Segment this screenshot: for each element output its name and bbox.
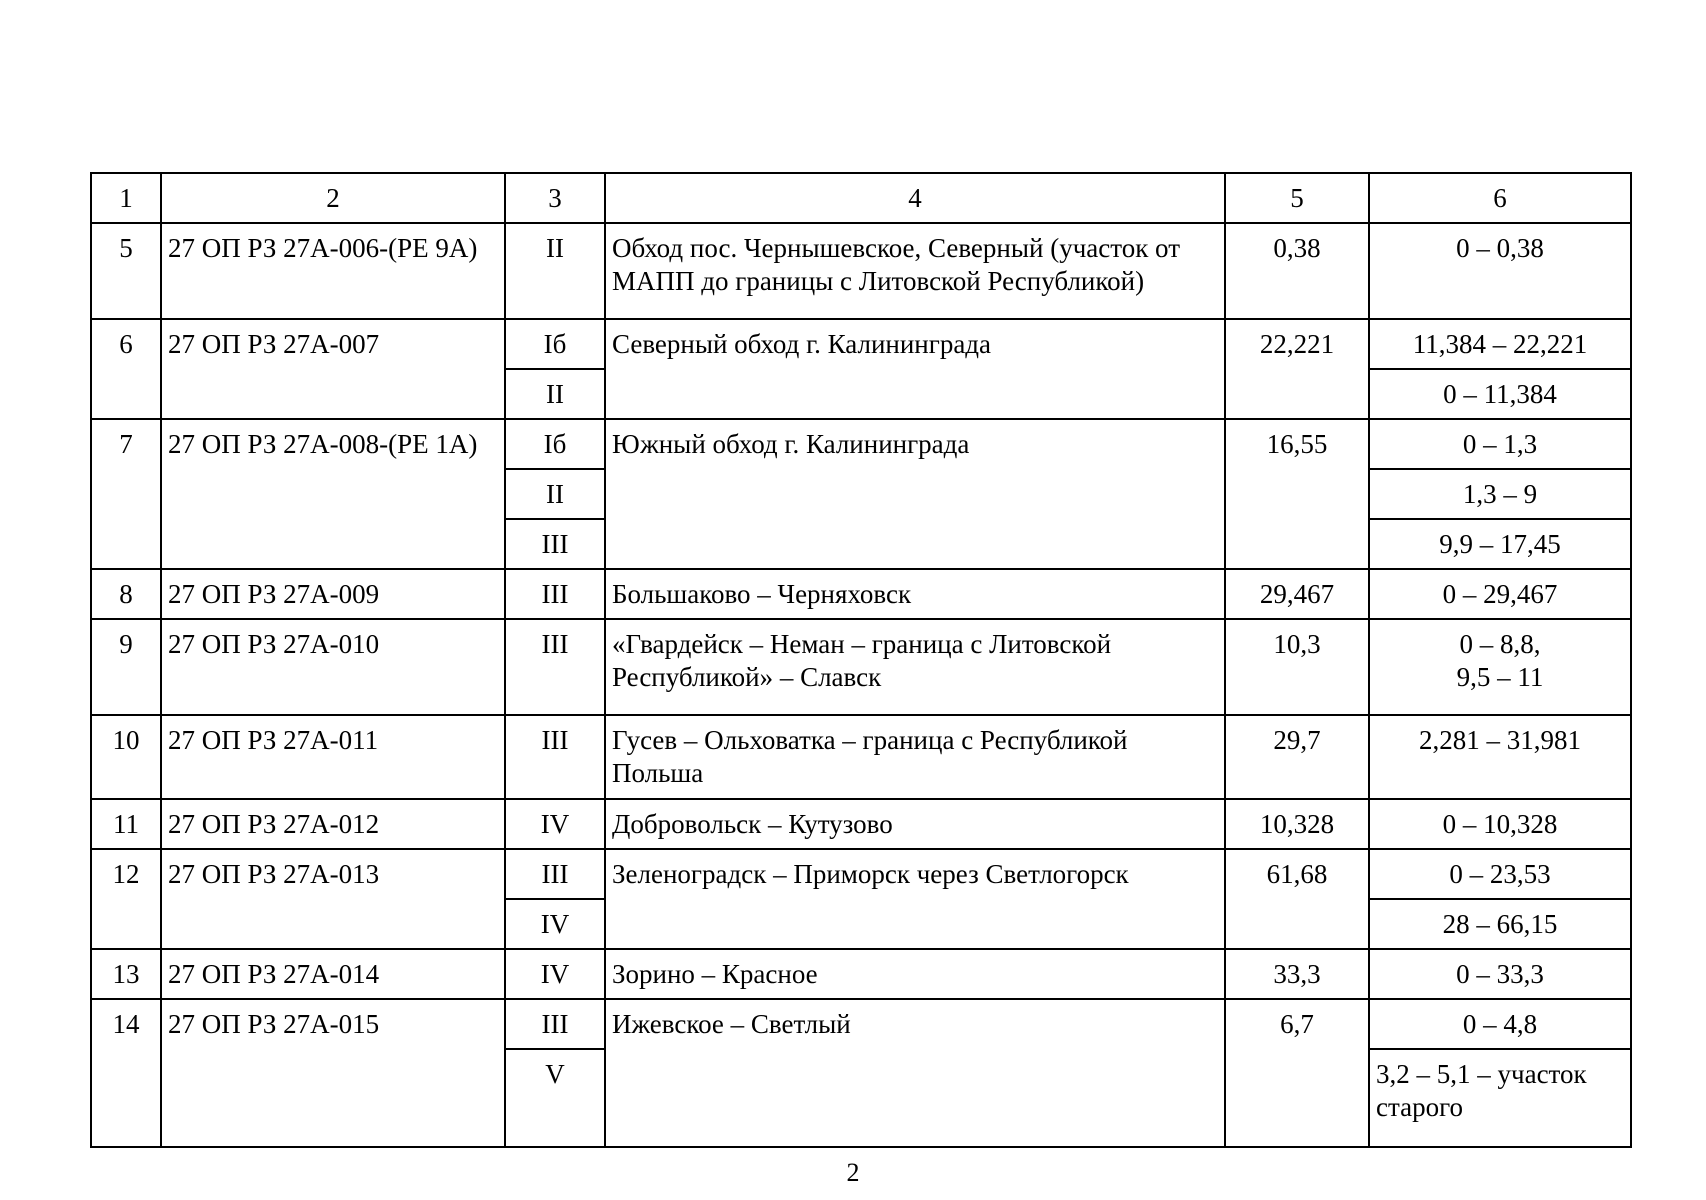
road-category: Iб xyxy=(505,319,605,369)
road-length: 10,3 xyxy=(1225,619,1369,715)
road-name: Зеленоградск – Приморск через Светлогорск xyxy=(605,849,1225,949)
road-code: 27 ОП РЗ 27А-011 xyxy=(161,715,505,799)
header-cell-1: 1 xyxy=(91,173,161,223)
segment-line: 0 – 8,8, xyxy=(1459,629,1541,659)
road-name: Южный обход г. Калининграда xyxy=(605,419,1225,569)
road-code: 27 ОП РЗ 27А-010 xyxy=(161,619,505,715)
header-cell-3: 3 xyxy=(505,173,605,223)
road-category: II xyxy=(505,469,605,519)
row-number: 14 xyxy=(91,999,161,1147)
road-segment: 0 – 1,3 xyxy=(1369,419,1631,469)
road-name: Ижевское – Светлый xyxy=(605,999,1225,1147)
road-category: IV xyxy=(505,949,605,999)
road-name: «Гвардейск – Неман – граница с Литовской Республикой» – Славск xyxy=(605,619,1225,715)
road-segment: 3,2 – 5,1 – участок старого xyxy=(1369,1049,1631,1147)
road-category: IV xyxy=(505,899,605,949)
road-code: 27 ОП РЗ 27А-009 xyxy=(161,569,505,619)
road-segment: 0 – 4,8 xyxy=(1369,999,1631,1049)
road-category: III xyxy=(505,849,605,899)
road-category: II xyxy=(505,223,605,319)
road-code: 27 ОП РЗ 27А-007 xyxy=(161,319,505,419)
table-row xyxy=(91,799,1631,849)
road-name: Северный обход г. Калининграда xyxy=(605,319,1225,419)
road-category: V xyxy=(505,1049,605,1147)
table-row xyxy=(91,569,1631,619)
road-category: Iб xyxy=(505,419,605,469)
road-code: 27 ОП РЗ 27А-014 xyxy=(161,949,505,999)
table-row xyxy=(91,999,1631,1049)
road-code: 27 ОП РЗ 27А-008-(РЕ 1А) xyxy=(161,419,505,569)
road-segment: 2,281 – 31,981 xyxy=(1369,715,1631,799)
row-number: 7 xyxy=(91,419,161,569)
table-row xyxy=(91,223,1631,319)
road-code: 27 ОП РЗ 27А-012 xyxy=(161,799,505,849)
road-category: III xyxy=(505,619,605,715)
road-segment xyxy=(1369,619,1631,715)
header-cell-6: 6 xyxy=(1369,173,1631,223)
header-cell-5: 5 xyxy=(1225,173,1369,223)
road-category: II xyxy=(505,369,605,419)
row-number: 13 xyxy=(91,949,161,999)
table-row xyxy=(91,715,1631,799)
table-row xyxy=(91,949,1631,999)
road-segment: 0 – 29,467 xyxy=(1369,569,1631,619)
road-segment: 1,3 – 9 xyxy=(1369,469,1631,519)
road-length: 22,221 xyxy=(1225,319,1369,419)
road-length: 29,7 xyxy=(1225,715,1369,799)
road-segment: 0 – 10,328 xyxy=(1369,799,1631,849)
road-segment: 0 – 11,384 xyxy=(1369,369,1631,419)
road-category: III xyxy=(505,715,605,799)
road-segment: 0 – 33,3 xyxy=(1369,949,1631,999)
road-length: 33,3 xyxy=(1225,949,1369,999)
row-number: 12 xyxy=(91,849,161,949)
road-category: III xyxy=(505,569,605,619)
road-code: 27 ОП РЗ 27А-015 xyxy=(161,999,505,1147)
row-number: 10 xyxy=(91,715,161,799)
road-length: 6,7 xyxy=(1225,999,1369,1147)
table-header-row xyxy=(91,173,1631,223)
page-number: 2 xyxy=(846,1158,860,1187)
row-number: 5 xyxy=(91,223,161,319)
road-category: III xyxy=(505,519,605,569)
road-name: Обход пос. Чернышевское, Северный (участок от МАПП до границы с Литовской Республикой) xyxy=(605,223,1225,319)
row-number: 6 xyxy=(91,319,161,419)
road-segment: 9,9 – 17,45 xyxy=(1369,519,1631,569)
road-segment: 0 – 23,53 xyxy=(1369,849,1631,899)
road-code: 27 ОП РЗ 27А-013 xyxy=(161,849,505,949)
road-segment: 0 – 0,38 xyxy=(1369,223,1631,319)
row-number: 8 xyxy=(91,569,161,619)
road-category: III xyxy=(505,999,605,1049)
road-name: Большаково – Черняховск xyxy=(605,569,1225,619)
segment-line: 9,5 – 11 xyxy=(1456,662,1544,692)
road-code: 27 ОП РЗ 27А-006-(РЕ 9А) xyxy=(161,223,505,319)
road-length: 16,55 xyxy=(1225,419,1369,569)
road-name: Гусев – Ольховатка – граница с Республикой Польша xyxy=(605,715,1225,799)
road-length: 0,38 xyxy=(1225,223,1369,319)
table-row xyxy=(91,319,1631,369)
header-cell-4: 4 xyxy=(605,173,1225,223)
road-name: Добровольск – Кутузово xyxy=(605,799,1225,849)
road-name: Зорино – Красное xyxy=(605,949,1225,999)
row-number: 9 xyxy=(91,619,161,715)
road-length: 61,68 xyxy=(1225,849,1369,949)
road-category: IV xyxy=(505,799,605,849)
roads-table xyxy=(90,172,1632,1148)
table-row xyxy=(91,849,1631,899)
road-length: 10,328 xyxy=(1225,799,1369,849)
road-segment: 28 – 66,15 xyxy=(1369,899,1631,949)
road-length: 29,467 xyxy=(1225,569,1369,619)
table-row xyxy=(91,419,1631,469)
row-number: 11 xyxy=(91,799,161,849)
road-segment: 11,384 – 22,221 xyxy=(1369,319,1631,369)
table-row xyxy=(91,619,1631,715)
header-cell-2: 2 xyxy=(161,173,505,223)
